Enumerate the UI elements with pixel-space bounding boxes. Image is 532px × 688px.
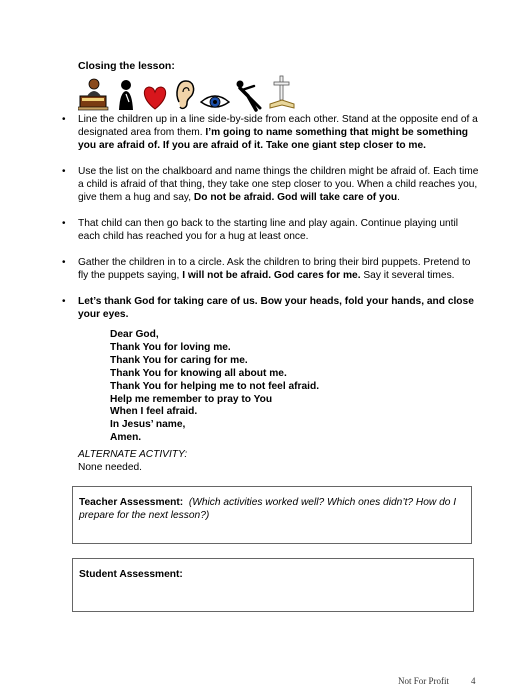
prayer-line: In Jesus’ name, <box>110 419 186 431</box>
alternate-activity <box>78 449 187 474</box>
prayer-line: Thank You for loving me. <box>110 341 231 353</box>
praying-child-icon <box>116 78 136 112</box>
prayer-line: When I feel afraid. <box>110 406 198 418</box>
prayer-line: Dear God, <box>110 329 159 340</box>
heart-icon <box>140 82 170 112</box>
activity-list <box>62 113 482 334</box>
prayer-line: Thank You for knowing all about me. <box>110 367 287 379</box>
prayer-line: Amen. <box>110 432 142 444</box>
page-number: 4 <box>471 676 476 686</box>
list-item: • Let’s thank God for taking care of us. Bow your heads, fold your hands, and close your eyes. <box>62 296 474 320</box>
stretching-person-icon <box>234 78 264 112</box>
footer-text: Not For Profit <box>398 676 450 686</box>
prayer-line: Thank You for caring for me. <box>110 354 248 366</box>
ear-icon <box>174 78 196 112</box>
cross-bible-icon <box>268 74 296 112</box>
alternate-activity-title: ALTERNATE ACTIVITY: <box>78 449 188 460</box>
eye-icon <box>200 92 230 112</box>
prayer-line: Help me remember to pray to You <box>110 393 273 405</box>
alternate-activity-text: None needed. <box>78 461 143 473</box>
prayer-line: Thank You for helping me to not feel afraid. <box>110 380 320 392</box>
teacher-assessment-prompt: (Which activities worked well? Which ones didn’t? How do I prepare for the next lesson?) <box>79 497 457 521</box>
icon-strip <box>78 74 296 112</box>
list-item: • That child can then go back to the starting line and play again. Continue playing until each child has reached you for a hug at least once. <box>62 218 459 242</box>
teacher-assessment-box[interactable] <box>72 486 472 544</box>
prayer-block <box>110 329 319 445</box>
list-item: • Use the list on the chalkboard and name things the children might be afraid of. Each time a child is afraid of that thing, they take one step closer to you. When a child reaches you, give them a hug and say, Do not be afraid. God will take care of you. <box>62 166 479 203</box>
list-item: • Line the children up in a line side-by-side from each other. Stand at the opposite end of a designated area from them. I’m going to name something that might be something you are afraid of. If you are afraid of it. Take one giant step closer to me. <box>62 114 478 151</box>
section-title: Closing the lesson: <box>78 60 175 72</box>
page-footer <box>398 676 476 686</box>
student-assessment-label: Student Assessment: <box>79 569 183 580</box>
student-assessment-box[interactable] <box>72 558 474 612</box>
teacher-assessment-label: Teacher Assessment: <box>79 497 184 508</box>
list-item: • Gather the children in to a circle. Ask the children to bring their bird puppets. Pretend to fly the puppets saying, I will not be afraid. God cares for me. Say it several times. <box>62 257 471 281</box>
praying-bible-icon <box>78 76 112 112</box>
